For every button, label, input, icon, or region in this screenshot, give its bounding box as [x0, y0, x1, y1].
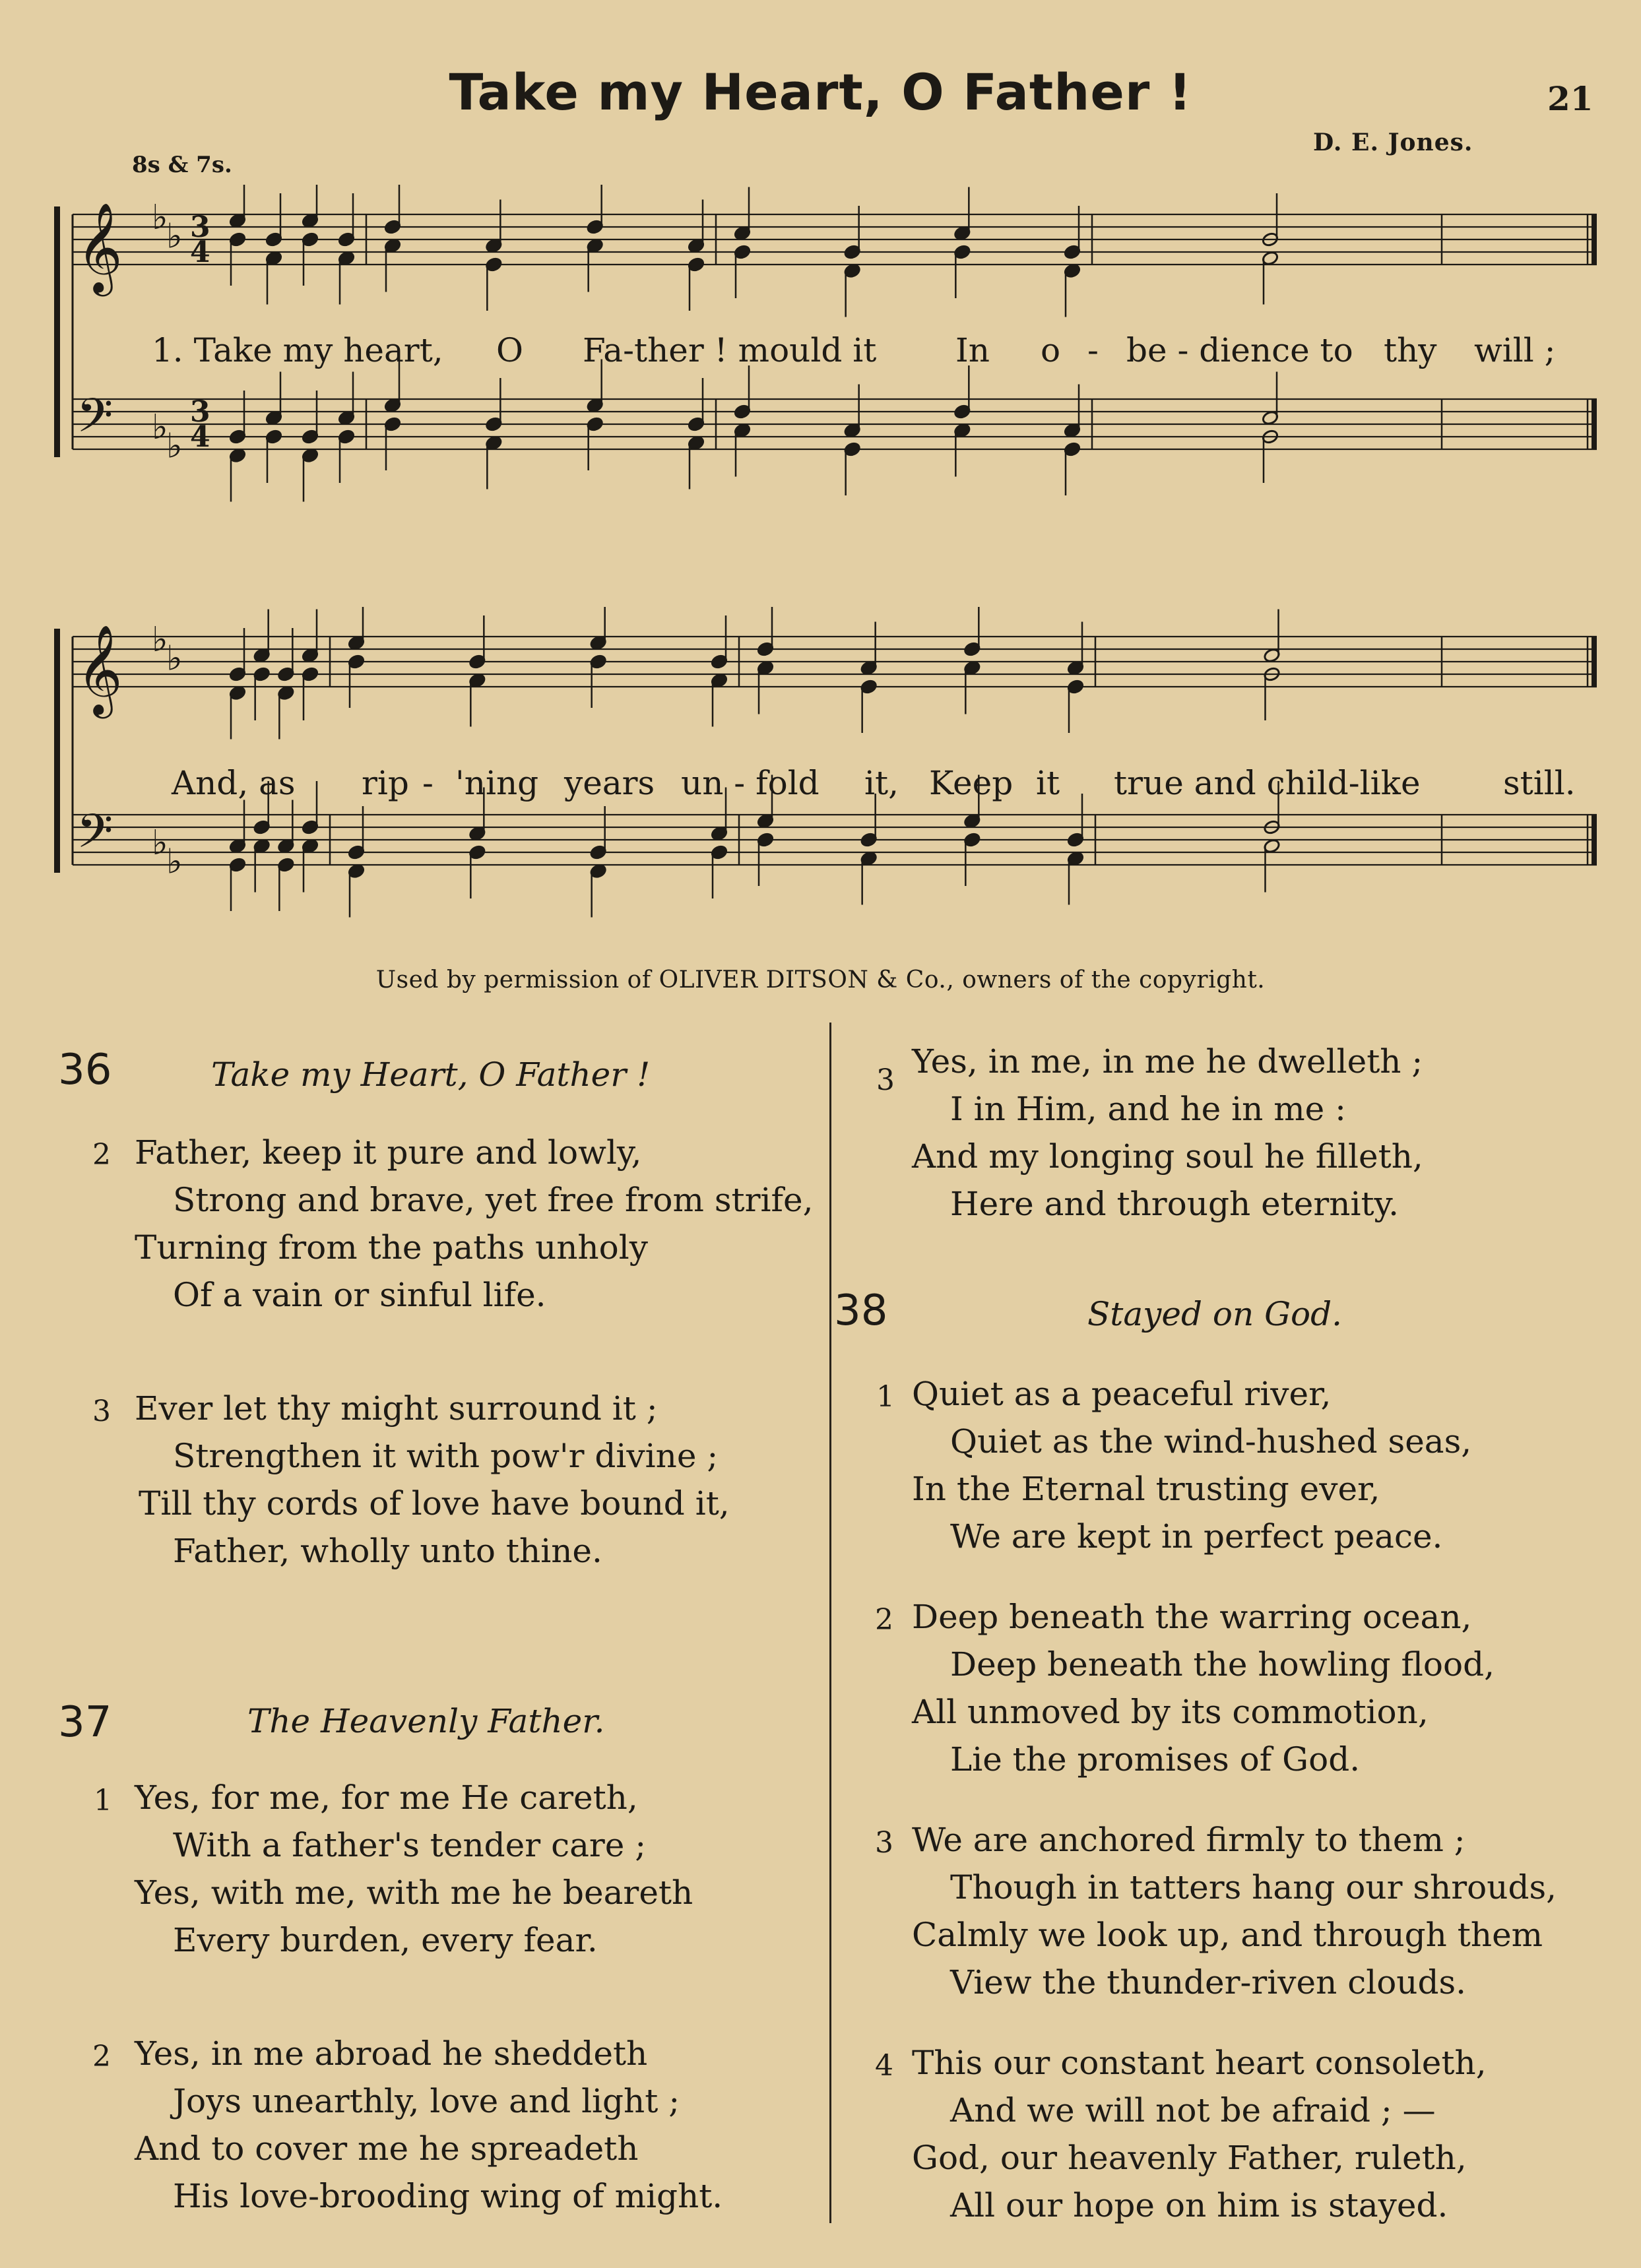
verse-number: 3 [875, 1826, 893, 1860]
verse-number: 1 [876, 1380, 895, 1414]
verse-number: 2 [875, 1603, 893, 1637]
lyric-syllable: - [422, 764, 434, 802]
lyric-syllable: o [1041, 331, 1061, 369]
music-system-2 [53, 607, 1603, 963]
lyric-syllable: 'ning [455, 764, 539, 802]
lyric-syllable: years [564, 764, 655, 802]
verse-line: Strengthen it with pow'r divine ; [173, 1437, 719, 1475]
verse-line: Here and through eternity. [950, 1185, 1400, 1223]
flat-sign-icon: ♭ [152, 823, 168, 863]
verse-line: God, our heavenly Father, ruleth, [912, 2139, 1467, 2177]
verse-number: 1 [94, 1784, 112, 1817]
flat-sign-icon: ♭ [152, 198, 168, 237]
final-bar-thick [1592, 214, 1597, 265]
lyric-syllable: - [1087, 331, 1099, 369]
verse-line: Ever let thy might surround it ; [135, 1389, 658, 1428]
verse-line: With a father's tender care ; [173, 1826, 647, 1864]
verse-line: All our hope on him is stayed. [950, 2186, 1448, 2224]
lyric-syllable: thy [1384, 331, 1437, 369]
lyric-syllable: it, [864, 764, 899, 802]
bass-clef-icon: 𝄢 [77, 804, 113, 870]
music-system-1 [53, 185, 1603, 554]
verse-number: 3 [876, 1063, 895, 1097]
verse-line: Every burden, every fear. [173, 1921, 598, 1959]
time-signature-digit: 4 [190, 420, 210, 454]
meter: 8s & 7s. [132, 152, 232, 178]
verse-line: Joys unearthly, love and light ; [173, 2082, 680, 2120]
flat-sign-icon: ♭ [152, 620, 168, 660]
page-number: 21 [1547, 79, 1593, 118]
flat-sign-icon: ♭ [166, 216, 183, 257]
final-bar-thick [1592, 399, 1597, 449]
verse-line: View the thunder-riven clouds. [950, 1963, 1467, 2001]
lyric-syllable: will ; [1474, 331, 1556, 369]
verse-line: We are kept in perfect peace. [950, 1517, 1443, 1556]
flat-sign-icon: ♭ [166, 426, 183, 466]
system-bracket [54, 206, 60, 457]
verse-line: Turning from the paths unholy [135, 1228, 648, 1267]
system-bracket [54, 629, 60, 873]
verse-line: Yes, for me, for me He careth, [135, 1779, 638, 1817]
final-bar-thick [1592, 637, 1597, 687]
verse-line: Father, keep it pure and lowly, [135, 1133, 642, 1172]
verse-line: And to cover me he spreadeth [135, 2129, 639, 2168]
verse-line: And we will not be afraid ; — [950, 2091, 1436, 2129]
verse-number: 2 [92, 1138, 111, 1172]
lyric-syllable: O [496, 331, 523, 369]
final-bar-thick [1592, 815, 1597, 865]
treble-clef-icon: 𝄞 [77, 623, 123, 714]
lyric-syllable: 1. Take my heart, [152, 331, 443, 369]
verse-line: His love-brooding wing of might. [173, 2177, 723, 2215]
verse-line: We are anchored firmly to them ; [912, 1821, 1465, 1859]
verse-line: All unmoved by its commotion, [912, 1693, 1429, 1731]
flat-sign-icon: ♭ [166, 639, 183, 679]
verse-line: Strong and brave, yet free from strife, [173, 1181, 814, 1219]
verse-number: 2 [92, 2040, 111, 2073]
hymn-title: Take my Heart, O Father ! [211, 1055, 651, 1094]
verse-line: Yes, in me abroad he sheddeth [135, 2034, 648, 2073]
verse-line: And my longing soul he filleth, [912, 1137, 1423, 1176]
lyric-syllable: Fa-ther ! mould it [583, 331, 877, 369]
verse-line: Till thy cords of love have bound it, [139, 1484, 730, 1523]
verse-line: Father, wholly unto thine. [173, 1532, 602, 1570]
composer: D. E. Jones. [1313, 129, 1473, 156]
column-divider [829, 1023, 831, 2223]
verse-line: Deep beneath the howling flood, [950, 1645, 1495, 1684]
score-system-1 [53, 185, 1603, 554]
copyright-notice: Used by permission of OLIVER DITSON & Co., owners of the copyright. [375, 966, 1266, 993]
time-signature-digit: 4 [190, 236, 210, 269]
verse-line: Though in tatters hang our shrouds, [950, 1868, 1557, 1906]
verse-line: Calmly we look up, and through them [912, 1916, 1543, 1954]
hymn-number: 38 [834, 1286, 888, 1335]
hymn-title: Stayed on God. [1087, 1295, 1343, 1333]
verse-line: Of a vain or sinful life. [173, 1276, 546, 1314]
verse-line: This our constant heart consoleth, [912, 2044, 1487, 2082]
lyric-syllable: still. [1503, 764, 1576, 802]
hymn-title: The Heavenly Father. [247, 1702, 605, 1740]
time-signature-digit: 3 [190, 210, 210, 244]
verse-line: I in Him, and he in me : [950, 1090, 1346, 1128]
lyric-syllable: true and child-like [1114, 764, 1421, 802]
flat-sign-icon: ♭ [152, 408, 168, 447]
verse-line: Yes, in me, in me he dwelleth ; [912, 1042, 1423, 1081]
lyric-syllable: In [955, 331, 990, 369]
bass-clef-icon: 𝄢 [77, 389, 113, 455]
lyric-syllable: Keep [929, 764, 1014, 802]
lyric-syllable: And, as [172, 764, 296, 802]
lyric-syllable: be - dience to [1126, 331, 1353, 369]
treble-clef-icon: 𝄞 [77, 201, 123, 292]
flat-sign-icon: ♭ [166, 842, 183, 882]
lyric-syllable: it [1036, 764, 1060, 802]
page-title: Take my Heart, O Father ! [449, 63, 1192, 121]
verse-line: Yes, with me, with me he beareth [135, 1874, 693, 1912]
lyric-syllable: un - fold [681, 764, 820, 802]
verse-number: 3 [92, 1395, 111, 1428]
verse-number: 4 [875, 2049, 893, 2083]
lyric-syllable: rip [362, 764, 409, 802]
verse-line: Quiet as a peaceful river, [912, 1375, 1332, 1413]
verse-line: In the Eternal trusting ever, [912, 1470, 1380, 1508]
verse-line: Quiet as the wind-hushed seas, [950, 1422, 1472, 1461]
verse-line: Deep beneath the warring ocean, [912, 1598, 1472, 1636]
hymn-number: 37 [58, 1698, 112, 1747]
verse-line: Lie the promises of God. [950, 1740, 1361, 1779]
time-signature-digit: 3 [190, 395, 210, 429]
hymn-number: 36 [58, 1046, 112, 1094]
